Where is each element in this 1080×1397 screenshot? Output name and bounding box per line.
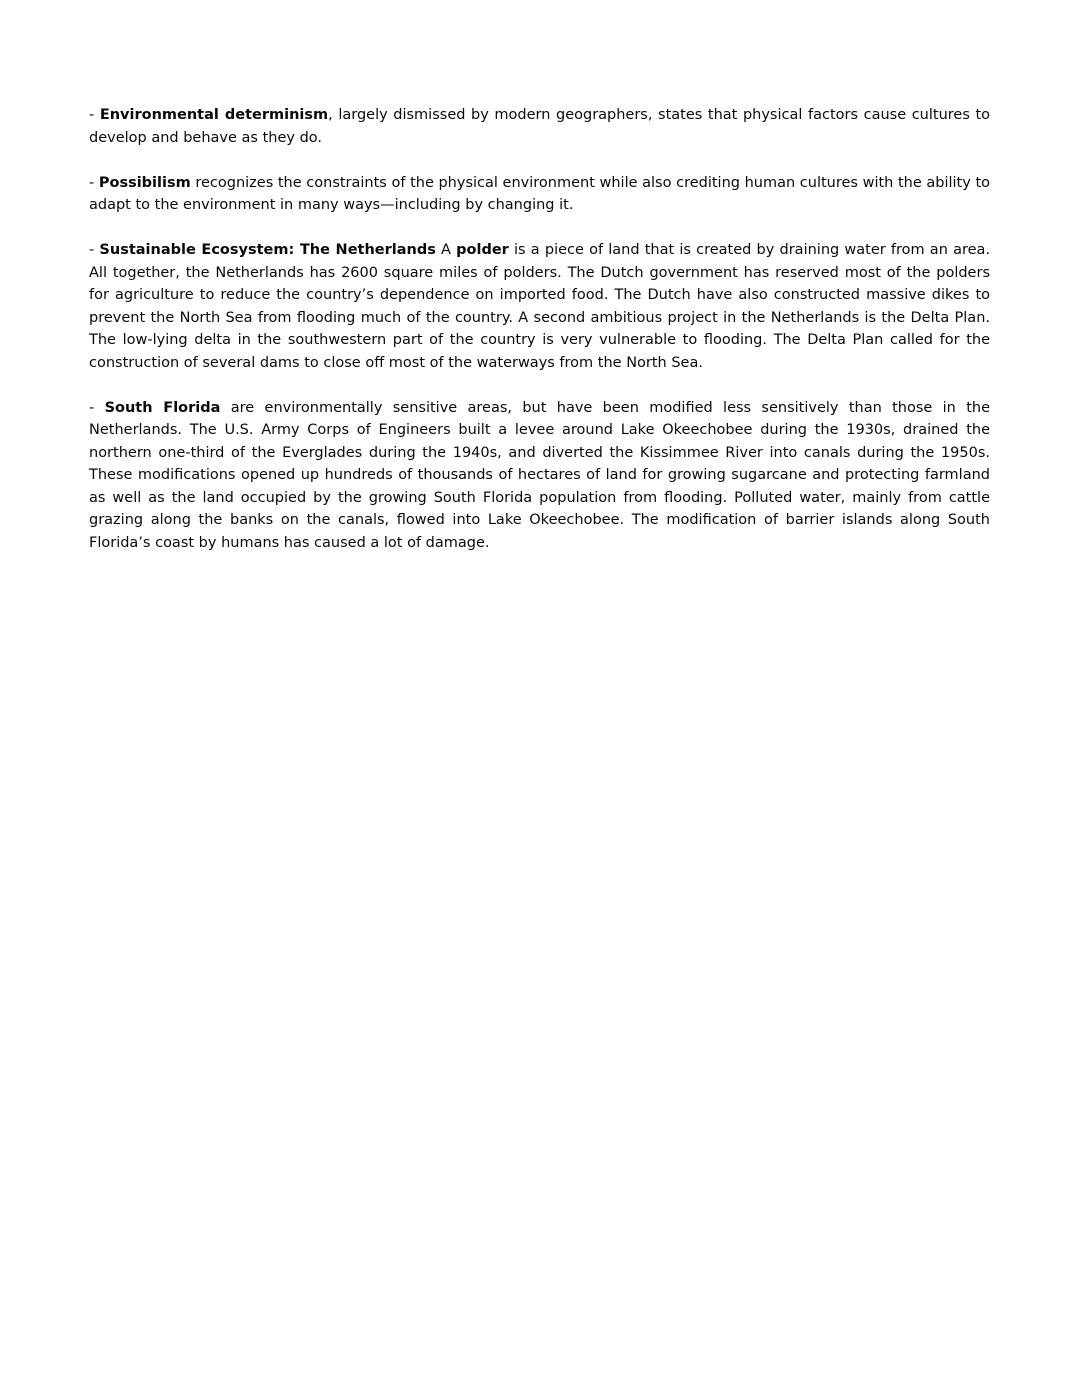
- paragraph-body-text: , largely dismissed by modern geographers, states that physical factors cause cultures to develop and behave as they do.: [89, 107, 991, 146]
- bullet-dash: -: [89, 242, 100, 258]
- term-south-florida: South Florida: [104, 399, 221, 416]
- bullet-dash: -: [89, 107, 100, 123]
- paragraph-environmental-determinism: [89, 104, 990, 149]
- term-polder: polder: [456, 242, 509, 258]
- paragraph-body-text: recognizes the constraints of the physical environment while also crediting human cultures with the ability to adapt to the environment in many ways—including by changing it.: [89, 174, 991, 213]
- paragraph-possibilism: [89, 172, 990, 217]
- bullet-dash: -: [89, 174, 99, 191]
- bullet-dash: -: [89, 399, 105, 416]
- paragraph-south-florida: [89, 397, 990, 555]
- paragraph-body-text: is a piece of land that is created by draining water from an area. All together, the Netherlands has 2600 square miles of polders. The Dutch government has reserved most of the polders for agriculture to reduce the country’s dependence on imported food. The Dutch have also constructed massive dikes to prevent the North Sea from flooding much of the country. A second ambitious project in the Netherlands is the Delta Plan. The low-lying delta in the southwestern part of the country is very vulnerable to flooding. The Delta Plan called for the construction of several dams to close off most of the waterways from the North Sea.: [89, 242, 991, 371]
- paragraph-sustainable-ecosystem-netherlands: [89, 239, 990, 374]
- paragraph-body-text: A: [435, 242, 457, 258]
- term-environmental-determinism: Environmental determinism: [99, 107, 329, 123]
- term-sustainable-ecosystem-netherlands: Sustainable Ecosystem: The Netherlands: [99, 242, 436, 258]
- term-possibilism: Possibilism: [98, 174, 191, 191]
- paragraph-body-text: are environmentally sensitive areas, but have been modified less sensitively than those in the Netherlands. The U.S. Army Corps of Engineers built a levee around Lake Okeechobee during the 1930s, drained the northern one-third of the Everglades during the 1940s, and diverted the Kissimmee River into canals during the 1950s. These modifications opened up hundreds of thousands of hectares of land for growing sugarcane and protecting farmland as well as the land occupied by the growing South Florida population from flooding. Polluted water, mainly from cattle grazing along the banks on the canals, flowed into Lake Okeechobee. The modification of barrier islands along South Florida’s coast by humans has caused a lot of damage.: [89, 399, 990, 551]
